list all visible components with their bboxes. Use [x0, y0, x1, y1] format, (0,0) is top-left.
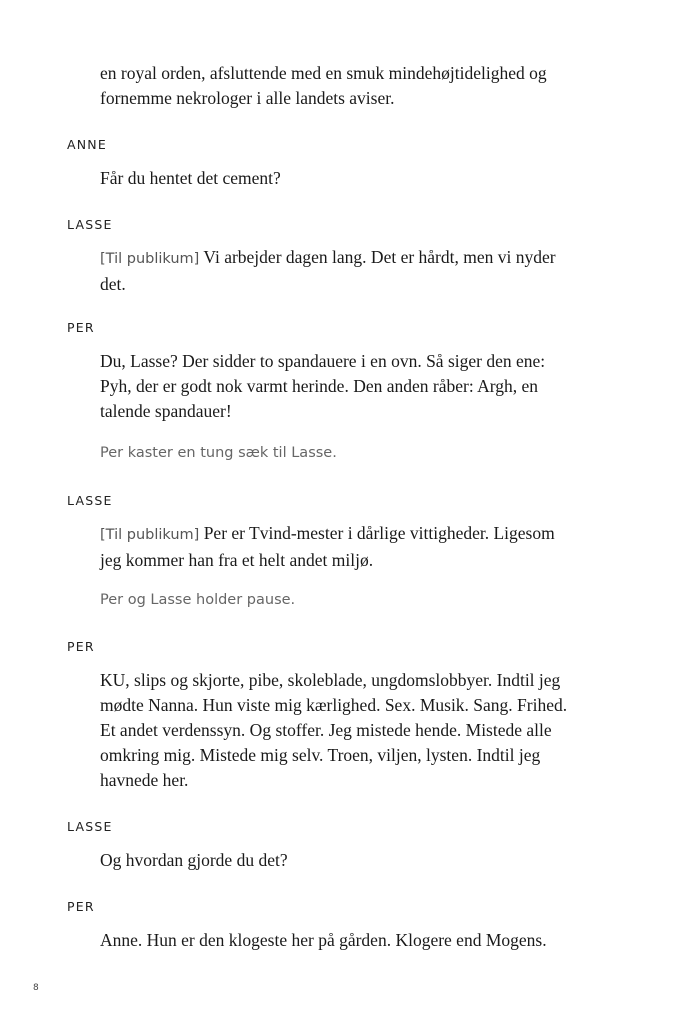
- dialogue-line: [100, 166, 570, 191]
- dialogue-text: Du, Lasse? Der sidder to spandauere i en ovn. Så siger den ene: Pyh, der er godt nok varmt herinde. Den anden råber: Argh, en talende spandauer!: [100, 351, 546, 421]
- dialogue-line: [100, 928, 570, 953]
- dialogue-text: en royal orden, afsluttende med en smuk mindehøjtidelighed og fornemme nekrologer i alle landets aviser.: [100, 63, 547, 108]
- dialogue-line: [100, 61, 570, 111]
- speaker-name: PER: [67, 639, 95, 654]
- dialogue-line: [100, 848, 570, 873]
- dialogue-text: Anne. Hun er den klogeste her på gården. Klogere end Mogens.: [100, 930, 547, 950]
- speaker-name: PER: [67, 899, 95, 914]
- speaker-name: LASSE: [67, 819, 113, 834]
- speaker-name: PER: [67, 320, 95, 335]
- stage-aside: [Til publikum]: [100, 527, 200, 543]
- dialogue-line: [100, 521, 570, 573]
- dialogue-line: [100, 349, 570, 424]
- dialogue-line: [100, 668, 570, 793]
- stage-direction: Per kaster en tung sæk til Lasse.: [100, 445, 337, 461]
- dialogue-text: Og hvordan gjorde du det?: [100, 850, 288, 870]
- speaker-name: LASSE: [67, 493, 113, 508]
- dialogue-text: KU, slips og skjorte, pibe, skoleblade, ungdomslobbyer. Indtil jeg mødte Nanna. Hun viste mig kærlighed. Sex. Musik. Sang. Frihed. Et andet verdenssyn. Og stoffer. Jeg mistede hende. Mistede alle omkring mig. Mistede mig selv. Troen, viljen, lysten. Indtil jeg havnede her.: [100, 670, 568, 790]
- dialogue-line: [100, 245, 570, 297]
- stage-direction: Per og Lasse holder pause.: [100, 592, 296, 608]
- dialogue-text: Per er Tvind-mester i dårlige vittigheder. Ligesom jeg kommer han fra et helt andet miljø.: [100, 523, 555, 570]
- dialogue-text: Vi arbejder dagen lang. Det er hårdt, men vi nyder det.: [100, 247, 556, 294]
- speaker-name: LASSE: [67, 217, 113, 232]
- dialogue-text: Får du hentet det cement?: [100, 168, 281, 188]
- page-number: 8: [33, 983, 39, 993]
- stage-aside: [Til publikum]: [100, 251, 200, 267]
- speaker-name: ANNE: [67, 137, 107, 152]
